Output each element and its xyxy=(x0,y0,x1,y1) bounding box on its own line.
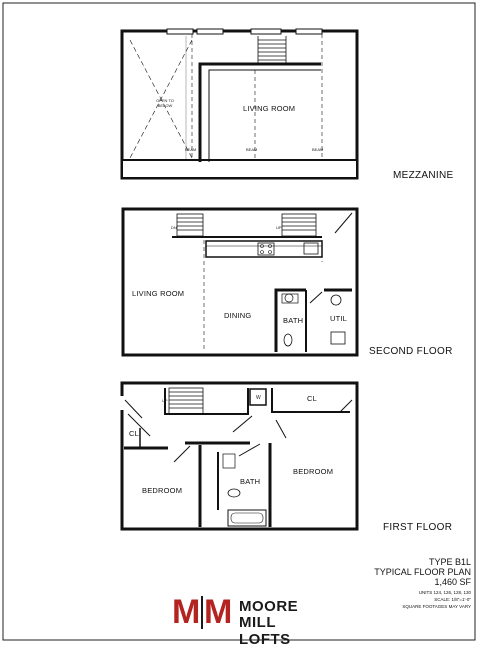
bathtub xyxy=(228,510,266,526)
closet-label-left: CL xyxy=(129,429,139,438)
second-living-room-label: LIVING ROOM xyxy=(132,289,185,298)
stair-label: UP xyxy=(162,398,168,403)
mezzanine-living-room-label: LIVING ROOM xyxy=(243,104,296,113)
plan-title: TYPICAL FLOOR PLAN xyxy=(374,567,471,577)
lavatory xyxy=(223,454,235,468)
first-floor-stair xyxy=(169,388,203,414)
second-floor-outer-wall xyxy=(123,209,357,355)
first-floor-title: FIRST FLOOR xyxy=(383,522,453,533)
dining-label: DINING xyxy=(224,311,252,320)
beam-label: BEAM xyxy=(246,147,258,152)
open-to-below-label: OPEN TO BELOW xyxy=(156,98,174,108)
water-heater xyxy=(331,295,341,305)
beam-label: BEAM xyxy=(185,147,197,152)
closet-label-top: CL xyxy=(307,394,317,403)
beam-label: BEAM xyxy=(312,147,324,152)
toilet xyxy=(228,489,240,497)
second-floor-stair-left xyxy=(177,214,203,236)
moore-mill-lofts-logo xyxy=(166,593,318,648)
logo-mark-right: M xyxy=(204,593,232,631)
stair-label: UP xyxy=(276,225,282,230)
logo-line-2: MILL LOFTS xyxy=(239,614,291,648)
window xyxy=(296,29,322,34)
door-swing xyxy=(335,213,352,233)
sheet-border xyxy=(3,3,475,640)
door-swing xyxy=(310,292,322,303)
mezzanine-interior-wall xyxy=(200,64,324,162)
plan-units: UNITS 124, 126, 128, 130 xyxy=(418,590,471,595)
window xyxy=(167,29,193,34)
logo-line-1: MOORE xyxy=(239,598,299,615)
plan-type: TYPE B1L xyxy=(428,557,471,567)
plan-area: 1,460 SF xyxy=(434,577,471,587)
second-floor-stair-right xyxy=(282,214,316,236)
mezzanine-title: MEZZANINE xyxy=(393,170,454,181)
first-bath-label: BATH xyxy=(240,477,261,486)
bedroom-left-label: BEDROOM xyxy=(142,486,183,495)
logo-divider xyxy=(201,596,203,629)
utility-unit xyxy=(331,332,345,344)
door-swing xyxy=(340,400,352,412)
door-swing xyxy=(276,420,286,438)
mezzanine-ledge xyxy=(122,160,357,178)
plan-note: SQUARE FOOTAGES MAY VARY xyxy=(402,604,471,609)
lavatory xyxy=(285,294,293,302)
window xyxy=(197,29,223,34)
first-floor-plan xyxy=(122,383,357,529)
second-floor-plan xyxy=(123,209,357,355)
washer-label: W xyxy=(256,395,261,401)
door-swing xyxy=(239,444,260,456)
stair-label: DN xyxy=(171,225,177,230)
mezzanine-stair xyxy=(258,36,286,64)
bedroom-right-label: BEDROOM xyxy=(293,467,334,476)
second-bath-label: BATH xyxy=(283,316,304,325)
door-swing xyxy=(174,446,190,462)
second-floor-title: SECOND FLOOR xyxy=(369,346,453,357)
entry-door-swing xyxy=(125,400,142,418)
plan-scale: SCALE: 1/8"=1'-0" xyxy=(434,597,471,602)
toilet xyxy=(284,334,292,346)
logo-mark-left: M xyxy=(172,593,200,631)
mezzanine-interior-wall-inner xyxy=(209,70,324,162)
window xyxy=(251,29,281,34)
util-label: UTIL xyxy=(330,314,348,323)
door-swing xyxy=(233,416,252,432)
